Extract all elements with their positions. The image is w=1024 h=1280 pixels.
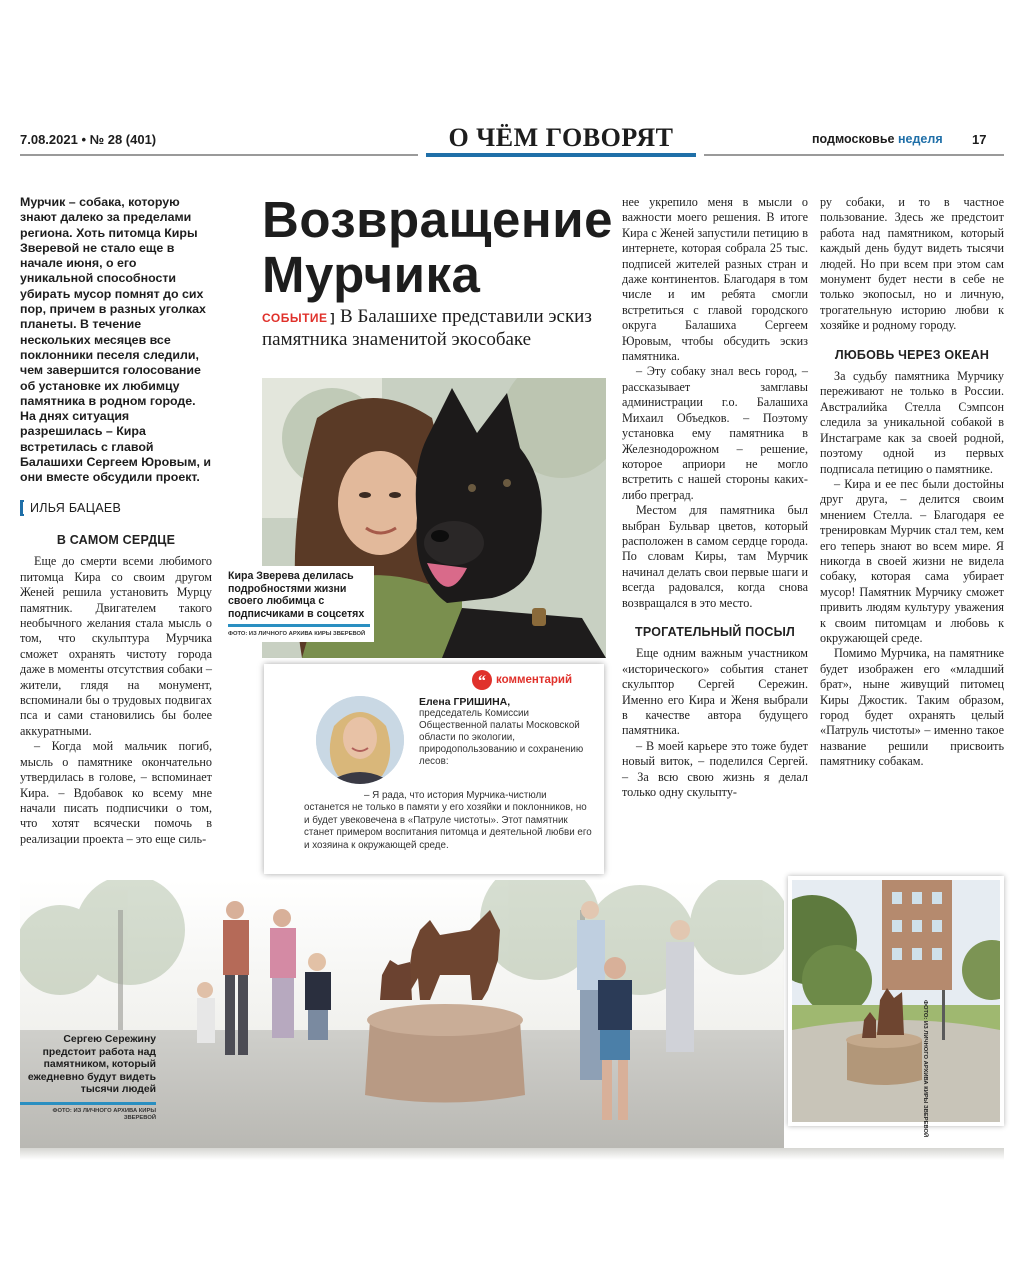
- author-name: ИЛЬЯ БАЦАЕВ: [30, 501, 122, 515]
- page-number: 17: [972, 132, 987, 147]
- park-photo-credit: ФОТО: ИЗ ЛИЧНОГО АРХИВА КИРЫ ЗВЕРЕВОЙ: [922, 1000, 928, 1138]
- col3-paragraph-2: – Эту собаку знал весь город, – рассказывает замглавы администрации г.о. Балашиха Михаил Объедков. – Поэтому установка ему памятника в Железнодорожном – решение, которое априори не могло встретить с нашей стороны каких-либо преград.: [622, 364, 808, 502]
- brand-logo: [812, 132, 943, 146]
- col4-paragraph-4: Помимо Мурчика, на памятнике будет изображен его «младший брат», ныне живущий питомец Киры Джостик. Таким образом, город будет охранять целый «Патруль чистоты» – именно такое название решили присвоить памятнику собакам.: [820, 646, 1004, 769]
- title-line-1: Возвращение: [262, 191, 613, 248]
- park-illustration: [792, 880, 1000, 1122]
- title-line-2: Мурчика: [262, 246, 481, 303]
- photo-monument-park: [788, 876, 1004, 1126]
- commentator-name: Елена ГРИШИНА,: [419, 696, 511, 708]
- commentator-info: [419, 696, 599, 768]
- scene-caption-box: [20, 1034, 156, 1122]
- col3-paragraph-1: нее укрепило меня в мысли о важности моего решения. В итоге Кира с Женей запустили петицию в интернете, которая собрала 25 тыс. подписей жителей разных стран и даже континентов. Благодаря в том числе и им ребята смогли встретиться с главой городского округа Балашиха Сергеем Юровым, чтобы обсудить эскиз памятника.: [622, 195, 808, 364]
- comment-box: [264, 664, 604, 874]
- col4-paragraph-2: За судьбу памятника Мурчику переживают не только в России. Австралийка Стелла Сэмпсон следила за уникальной собакой в Инстаграме как за своей родной, поэтому одной из первых подписала петицию о памятнике.: [820, 369, 1004, 476]
- article-title: [262, 192, 612, 302]
- header-rule-left: [20, 154, 418, 156]
- scene-caption-rule: [20, 1102, 156, 1105]
- deck-block: [262, 306, 612, 350]
- scene-credit: ФОТО: ИЗ ЛИЧНОГО АРХИВА КИРЫ ЗВЕРЕВОЙ: [52, 1107, 156, 1122]
- header-rule-right: [704, 154, 1004, 156]
- comment-text: – Я рада, что история Мурчика-чистюли останется не только в памяти у его хозяйки и поклонников, но и будет увековечена в «Патруле чистоты». Этот памятник станет примером воспитания питомца и деятельной любви его и хозяина к окружающей среде.: [304, 790, 592, 851]
- commentator-avatar: [316, 696, 404, 784]
- brand-part1: подмосковье: [812, 132, 895, 146]
- comment-header: [472, 670, 572, 690]
- lead-paragraph: Мурчик – собака, которую знают далеко за пределами региона. Хоть питомца Киры Зверевой не стало еще в начале июня, о его уникальной способности убирать мусор помнят до сих пор, причем в разных уголках планеты. В течение нескольких месяцев все поклонники песеля следили, чем завершится голосование об установке их любимцу памятника в родном городе. На днях ситуация разрешилась – Кира встретилась с главой Балашихи Сергеем Юровым, и они вместе обсудили проект.: [20, 195, 212, 485]
- col4-paragraph-1: ру собаки, и то в частное пользование. Здесь же предстоит работа над памятником, который каждый день будут видеть тысячи людей. Но при всем при этом сам монумент будет нести в себе не только экопосыл, но и личную, трогательную историю любви к хозяйке и родному городу.: [820, 195, 1004, 333]
- issue-date: 7.08.2021 • № 28 (401): [20, 132, 157, 147]
- col3-paragraph-5: – В моей карьере это тоже будет новый виток, – поделился Сергей. – За всю свою жизнь я делал только одну скульпту-: [622, 738, 808, 800]
- photo-caption: Кира Зверева делилась подробностями жизни своего любимца с подписчиками в соцсетях: [228, 570, 365, 620]
- photo-caption-box: [222, 566, 374, 642]
- col4-paragraph-3: – Кира и ее пес были достойны друг друга, – делится своим мнением Стелла. – Благодаря ее тренировкам Мурчик стал тем, кем его теперь знают во всем мире. Я никогда в своей жизни не видела собаку, которая сама убирает мусор! Памятник Мурчику сможет привить людям культуру уважения к своим питомцам и любовь к окружающей среде.: [820, 476, 1004, 645]
- rubric-bracket: ]: [330, 311, 336, 325]
- caption-rule: [228, 624, 370, 627]
- brand-part2: неделя: [898, 132, 943, 146]
- col3-paragraph-3: Местом для памятника был выбран Бульвар цветов, который расположен в самом сердце города. По словам Киры, там Мурчик начинал делать свои первые шаги и всегда радовался, когда снова возвращался в это место.: [622, 503, 808, 610]
- column-1: [20, 533, 212, 847]
- rubric-label: СОБЫТИЕ: [262, 311, 328, 325]
- col1-paragraph-1: Еще до смерти всеми любимого питомца Кира со своим другом Женей решила установить Мурцу памятник. Двигателем такого необычного желания стала мысль о том, что скульптура Мурчика сможет охранять чистоту города даже в моменты отсутствия собаки – жители, глядя на монумент, вспоминали бы о трудовых подвигах пса и сами становились бы более аккуратными.: [20, 554, 212, 738]
- author-bracket: [20, 500, 24, 516]
- article-deck: В Балашихе представили эскиз памятника знаменитой экособаке: [262, 306, 592, 350]
- section-underline: [426, 153, 696, 157]
- column-3: [622, 195, 808, 800]
- commentator-role: председатель Комиссии Общественной палаты Московской области по экологии, природопользованию и сохранению лесов:: [419, 708, 584, 767]
- subhead-touching: ТРОГАТЕЛЬНЫЙ ПОСЫЛ: [634, 624, 796, 639]
- section-title: О ЧЁМ ГОВОРЯТ: [448, 123, 674, 152]
- avatar-illustration: [316, 696, 404, 784]
- author-byline: [20, 500, 212, 516]
- bottom-band: [20, 1148, 1004, 1160]
- quote-icon: “: [472, 670, 492, 690]
- scene-caption: Сергею Сережину предстоит работа над памятником, который ежедневно будут видеть тысячи людей: [27, 1034, 156, 1096]
- photo-credit: ФОТО: ИЗ ЛИЧНОГО АРХИВА КИРЫ ЗВЕРЕВОЙ: [228, 631, 366, 638]
- col1-paragraph-2: – Когда мой мальчик погиб, мысль о памятнике окончательно утвердилась в голове, – вспоминает Кира. – Вдобавок ко всему мне начали писать подписчики о том, что хотят всячески помочь в реализации проекта – это еще силь-: [20, 739, 212, 846]
- subhead-heart: В САМОМ СЕРДЦЕ: [56, 533, 176, 547]
- column-4: [820, 195, 1004, 770]
- col3-paragraph-4: Еще одним важным участником «исторического» события станет скульптор Сергей Сережин. Именно его Кира и Женя выбрали в качестве автора будущего памятника.: [622, 646, 808, 738]
- comment-label: комментарий: [496, 674, 573, 686]
- subhead-ocean: ЛЮБОВЬ ЧЕРЕЗ ОКЕАН: [834, 347, 990, 362]
